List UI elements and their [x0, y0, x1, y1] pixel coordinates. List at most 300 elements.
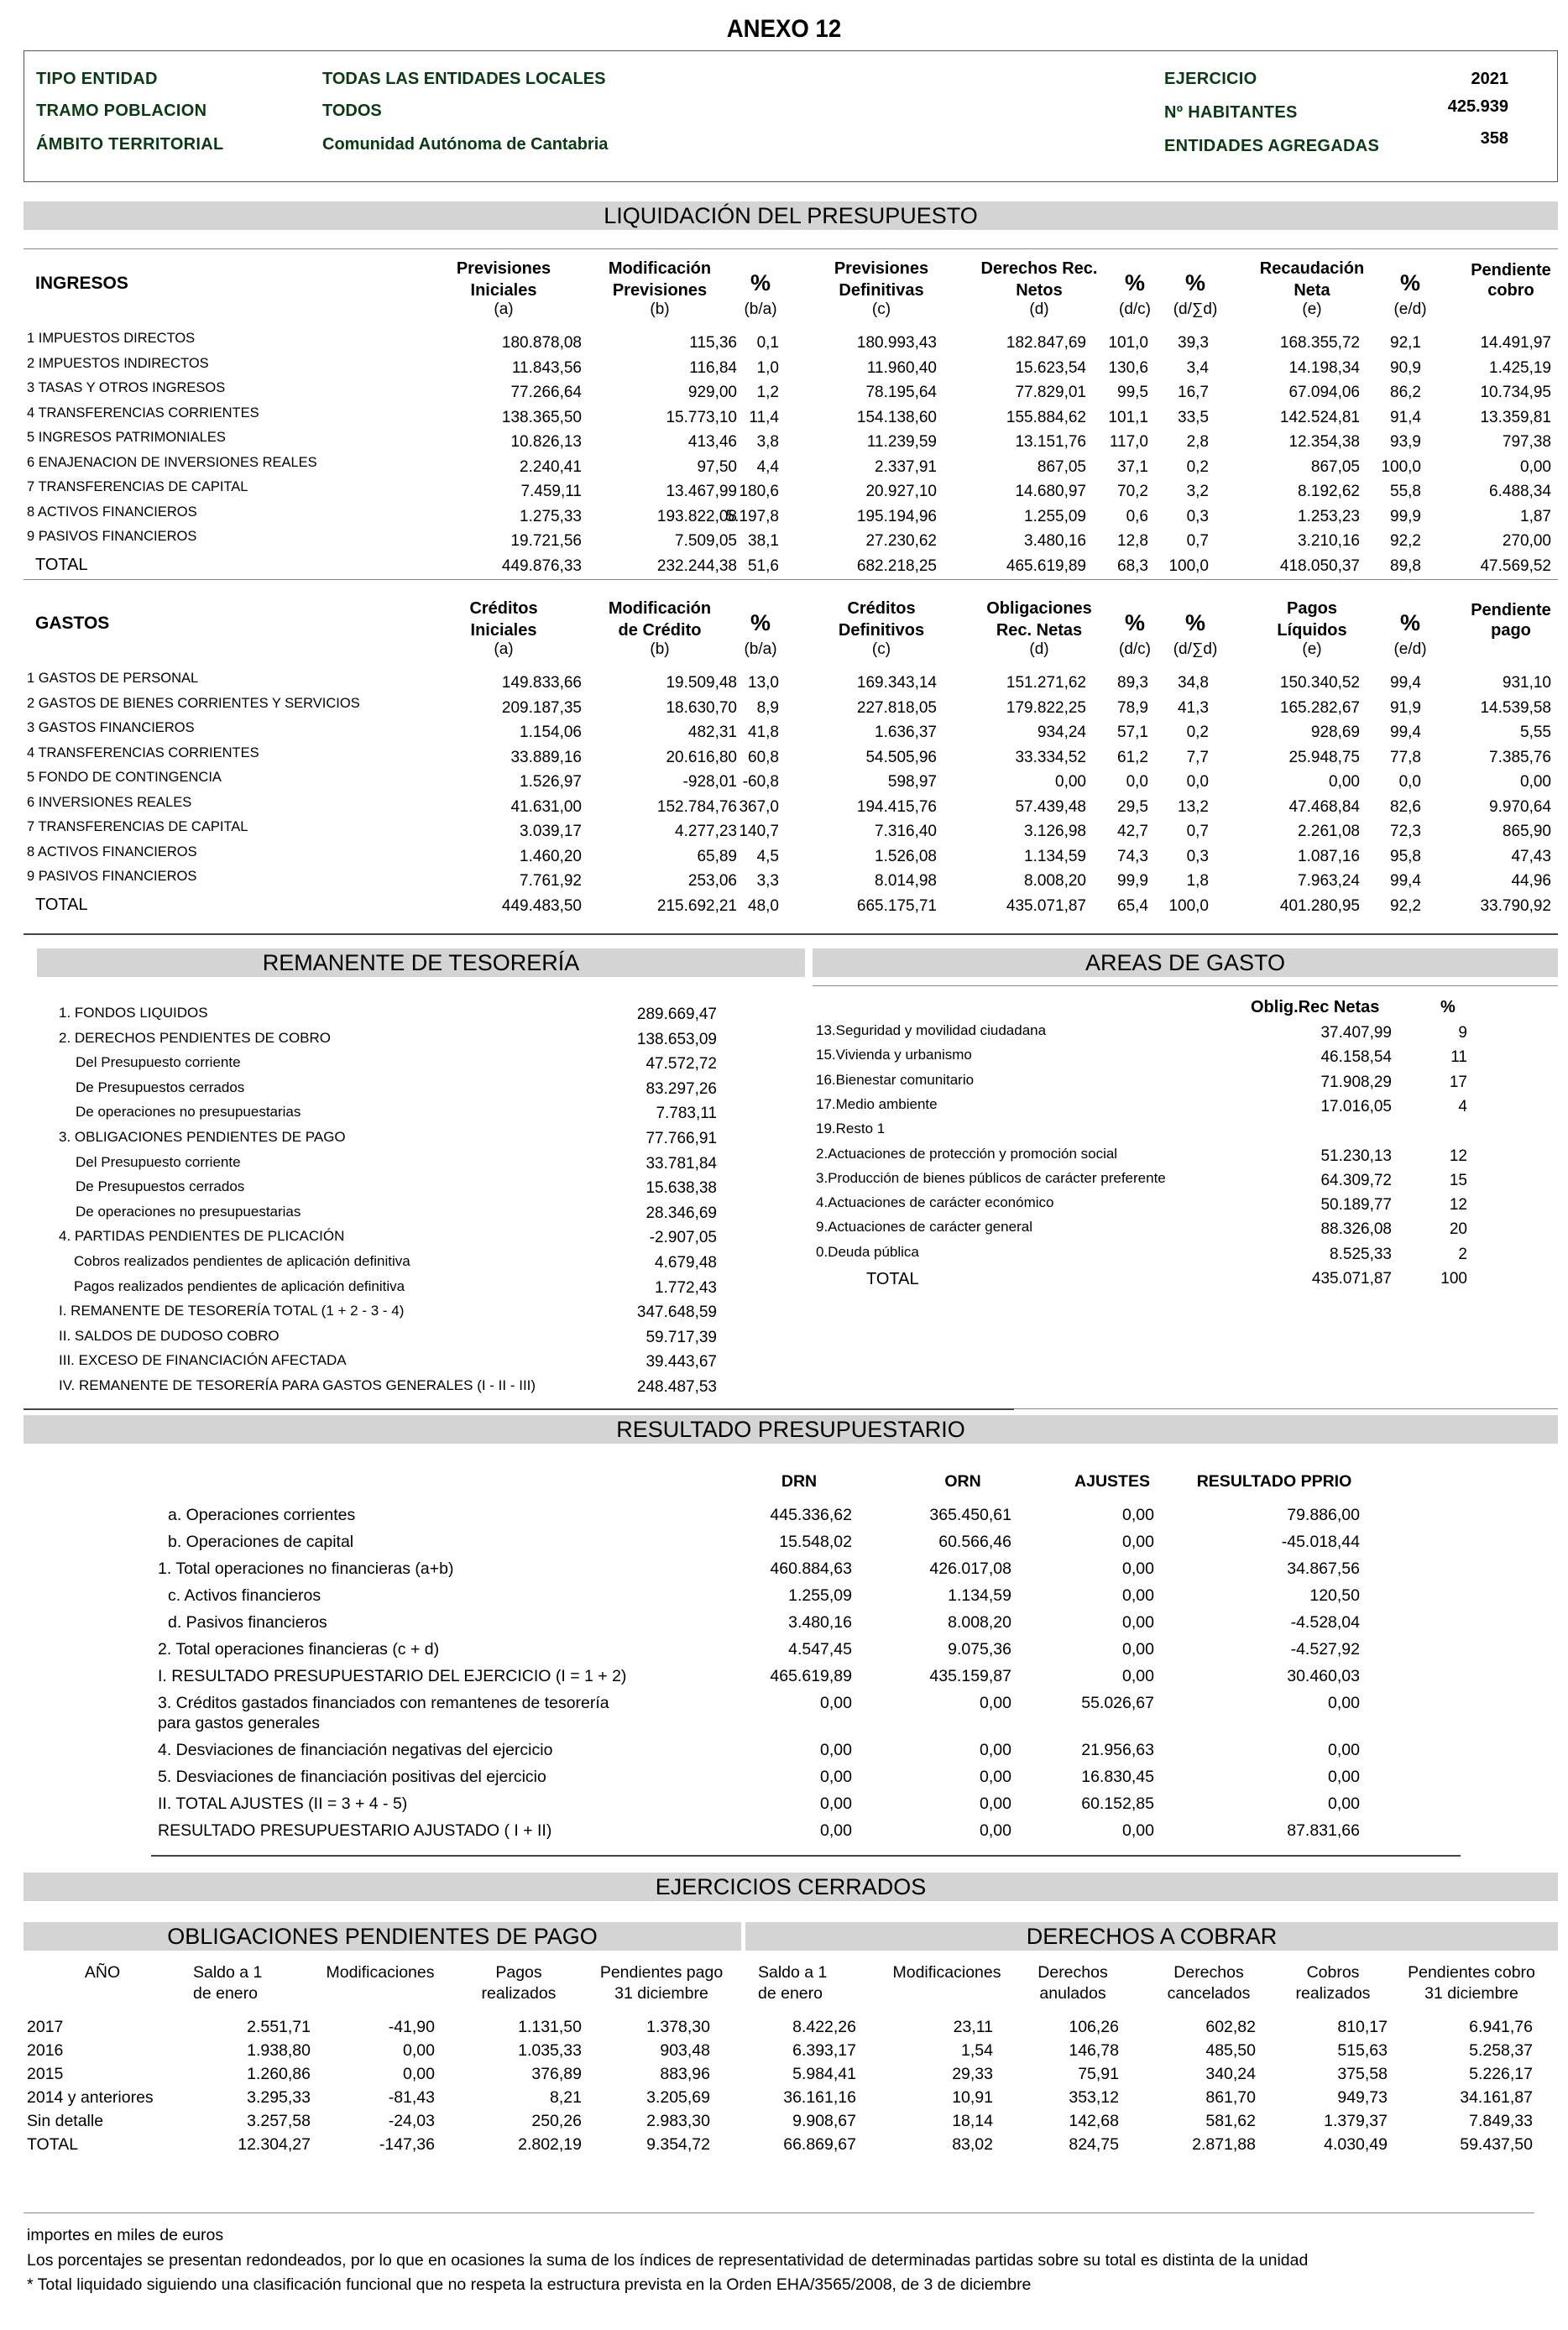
table-cell: 25.948,75 — [1288, 748, 1360, 766]
table-cell: 99,4 — [1390, 872, 1421, 890]
table-cell: 0,0 — [1126, 773, 1148, 791]
column-header: Previsiones — [834, 259, 929, 278]
cerrados-col-header: Derechos — [1037, 1963, 1108, 1982]
areas-col-pct: % — [1440, 998, 1456, 1016]
remanente-row-name: De Presupuestos cerrados — [76, 1079, 245, 1095]
total-cell: 435.071,87 — [1006, 896, 1086, 915]
table-cell: 11,4 — [749, 408, 779, 426]
table-cell: 20.616,80 — [666, 748, 737, 766]
tipo-entidad-value: TODAS LAS ENTIDADES LOCALES — [322, 70, 606, 88]
cerrados-cell: 3.205,69 — [646, 2088, 710, 2107]
table-cell: 3.480,16 — [1024, 532, 1086, 550]
column-header: Recaudación — [1259, 259, 1365, 278]
row-name: 8 ACTIVOS FINANCIEROS — [27, 844, 197, 859]
column-header: Créditos — [847, 599, 916, 618]
resultado-cell: 0,00 — [820, 1694, 852, 1712]
row-name: 9 PASIVOS FINANCIEROS — [27, 529, 197, 544]
divider — [24, 2212, 1534, 2213]
table-cell: 11.239,59 — [866, 433, 937, 451]
column-header: Previsiones — [456, 259, 551, 278]
areas-row-value: 37.407,99 — [1320, 1024, 1392, 1042]
areas-row-value: 71.908,29 — [1320, 1073, 1392, 1091]
resultado-cell: 426.017,08 — [929, 1559, 1011, 1578]
column-header-formula: (d/c) — [1119, 640, 1151, 658]
table-cell: 77.266,64 — [510, 384, 582, 401]
resultado-cell: 0,00 — [1328, 1694, 1360, 1712]
cerrados-cell: 29,33 — [952, 2065, 993, 2083]
areas-row-pct: 17 — [1449, 1073, 1467, 1091]
cerrados-cell: 824,75 — [1069, 2135, 1119, 2154]
cerrados-cell: 3.257,58 — [247, 2112, 311, 2130]
resultado-cell: 4.547,45 — [788, 1640, 852, 1659]
remanente-row-value: 83.297,26 — [645, 1079, 717, 1098]
table-cell: 47.468,84 — [1288, 797, 1360, 816]
areas-row-pct: 15 — [1449, 1171, 1467, 1189]
resultado-cell: 0,00 — [1328, 1768, 1360, 1786]
resultado-row-name: 5. Desviaciones de financiación positivas del ejercicio — [158, 1768, 546, 1786]
table-cell: 86,2 — [1390, 384, 1421, 401]
cerrados-col-header: cancelados — [1167, 1984, 1251, 2003]
table-cell: 8,9 — [756, 698, 779, 717]
table-cell: 168.355,72 — [1279, 334, 1360, 352]
table-cell: 0,6 — [1126, 507, 1148, 525]
resultado-row-name: RESULTADO PRESUPUESTARIO AJUSTADO ( I + II) — [158, 1821, 552, 1840]
note-functional: * Total liquidado siguiendo una clasificación funcional que no respeta la estructura prevista en la Orden EHA/3565/2008, de 3 de diciembre — [27, 2275, 1032, 2294]
row-name: 8 ACTIVOS FINANCIEROS — [27, 504, 197, 520]
resultado-cell: 0,00 — [980, 1694, 1011, 1712]
note-rounding: Los porcentajes se presentan redondeados, por lo que en ocasiones la suma de los índices de representatividad de determinadas partidas sobre su total es distinta de la unidad — [27, 2251, 1309, 2270]
table-cell: 6.488,34 — [1489, 483, 1551, 500]
areas-row-value: 51.230,13 — [1320, 1147, 1392, 1165]
total-cell: 449.876,33 — [501, 556, 582, 575]
table-cell: 154.138,60 — [856, 408, 937, 426]
resultado-cell: 0,00 — [820, 1741, 852, 1759]
resultado-cell: 435.159,87 — [929, 1667, 1011, 1685]
cerrados-cell: 10,91 — [952, 2088, 993, 2107]
table-cell: 2.261,08 — [1298, 823, 1360, 840]
resultado-cell: 0,00 — [980, 1741, 1011, 1759]
remanente-row-name: De Presupuestos cerrados — [76, 1178, 245, 1195]
resultado-cell: 460.884,63 — [770, 1559, 852, 1578]
cerrados-cell: 4.030,49 — [1324, 2135, 1388, 2154]
table-cell: 5.197,8 — [725, 507, 779, 525]
cerrados-col-header: anulados — [1039, 1984, 1106, 2003]
table-cell: 100,0 — [1381, 457, 1421, 476]
remanente-row-name: Del Presupuesto corriente — [76, 1054, 241, 1071]
row-name: 5 INGRESOS PATRIMONIALES — [27, 430, 226, 445]
cerrados-row-year: 2017 — [27, 2018, 64, 2036]
column-header: Netos — [1016, 281, 1063, 300]
table-cell: 0,7 — [1186, 532, 1209, 550]
remanente-row-name: I. REMANENTE DE TESORERÍA TOTAL (1 + 2 - 3 - 4) — [59, 1303, 405, 1319]
resultado-cell: 60.152,85 — [1081, 1795, 1154, 1813]
table-cell: 12.354,38 — [1288, 433, 1360, 451]
row-name: 2 IMPUESTOS INDIRECTOS — [27, 355, 209, 371]
resultado-row-name: I. RESULTADO PRESUPUESTARIO DEL EJERCICIO (I = 1 + 2) — [158, 1667, 627, 1685]
table-cell: 7.761,92 — [520, 872, 582, 890]
table-cell: 16,7 — [1178, 384, 1209, 401]
table-cell: 13.467,99 — [666, 483, 737, 500]
total-label: TOTAL — [35, 555, 88, 574]
resultado-table — [151, 1460, 1461, 1855]
table-cell: 14.680,97 — [1015, 483, 1086, 500]
resultado-cell: 0,00 — [980, 1821, 1011, 1840]
cerrados-col-header: Modificaciones — [326, 1963, 435, 1982]
cerrados-cell: 515,63 — [1337, 2041, 1388, 2060]
areas-row-pct: 4 — [1458, 1097, 1467, 1115]
cerrados-cell: 106,26 — [1069, 2018, 1119, 2036]
gastos-table — [24, 592, 1558, 927]
cerrados-cell: 250,26 — [531, 2112, 582, 2130]
header-pct: % — [1184, 610, 1205, 635]
table-cell: 54.505,96 — [865, 748, 937, 766]
table-cell: 77.829,01 — [1015, 384, 1086, 401]
table-cell: 13,0 — [748, 674, 779, 692]
table-cell: 8.014,98 — [875, 872, 937, 890]
table-cell: 180,6 — [739, 483, 779, 500]
cerrados-cell: 66.869,67 — [783, 2135, 856, 2154]
table-cell: 97,50 — [697, 457, 737, 476]
note-units: importes en miles de euros — [27, 2226, 224, 2244]
table-cell: 78,9 — [1117, 698, 1148, 717]
column-header-formula: (b/a) — [744, 300, 777, 318]
areas-row-name: 3.Producción de bienes públicos de carácter preferente — [816, 1169, 1166, 1186]
total-cell: 33.790,92 — [1480, 896, 1551, 915]
cerrados-cell: -147,36 — [379, 2135, 435, 2154]
column-header: cobro — [1487, 281, 1534, 300]
cerrados-cell: 1.379,37 — [1324, 2112, 1388, 2130]
table-cell: 934,24 — [1037, 724, 1086, 741]
total-cell: 51,6 — [748, 556, 779, 575]
cerrados-cell: 883,96 — [660, 2065, 710, 2083]
table-cell: 67.094,06 — [1288, 384, 1360, 401]
table-cell: 57.439,48 — [1015, 797, 1086, 816]
cerrados-row-year: 2014 y anteriores — [27, 2088, 154, 2107]
column-header-formula: (c) — [871, 640, 891, 658]
table-cell: 12,8 — [1117, 532, 1148, 550]
cerrados-col-header: AÑO — [84, 1963, 121, 1982]
table-cell: 33.889,16 — [510, 748, 582, 766]
table-cell: 90,9 — [1390, 358, 1421, 377]
cerrados-cell: 23,11 — [953, 2018, 993, 2036]
table-cell: 42,7 — [1117, 823, 1148, 840]
table-cell: 3,8 — [756, 433, 779, 451]
resultado-cell: 0,00 — [1122, 1559, 1154, 1578]
cerrados-col-header: realizados — [481, 1984, 557, 2003]
table-cell: 14.491,97 — [1480, 334, 1551, 352]
column-header-formula: (c) — [871, 300, 891, 318]
resultado-row-name-cont: para gastos generales — [158, 1714, 320, 1732]
cerrados-cell: 2.802,19 — [518, 2135, 582, 2154]
obligaciones-title: OBLIGACIONES PENDIENTES DE PAGO — [24, 1922, 741, 1951]
total-label: TOTAL — [35, 895, 88, 914]
table-cell: 0,2 — [1186, 457, 1209, 476]
table-cell: 142.524,81 — [1279, 408, 1360, 426]
table-cell: 7.316,40 — [875, 823, 937, 840]
row-name: 9 PASIVOS FINANCIEROS — [27, 869, 197, 884]
resultado-cell: 55.026,67 — [1081, 1694, 1154, 1712]
resultado-row-name: b. Operaciones de capital — [168, 1533, 354, 1551]
table-cell: 5,55 — [1520, 724, 1551, 741]
table-cell: 3,4 — [1186, 358, 1209, 377]
table-cell: 367,0 — [739, 797, 779, 816]
cerrados-cell: 75,91 — [1078, 2065, 1119, 2083]
table-cell: 15.623,54 — [1015, 358, 1086, 377]
column-header-formula: (d/c) — [1119, 300, 1151, 318]
resultado-cell: 0,00 — [1328, 1741, 1360, 1759]
remanente-row-name: IV. REMANENTE DE TESORERÍA PARA GASTOS GENERALES (I - II - III) — [59, 1377, 536, 1393]
cerrados-cell: 0,00 — [403, 2065, 435, 2083]
remanente-row-value: 47.572,72 — [645, 1055, 717, 1074]
resultado-cell: 0,00 — [1122, 1821, 1154, 1840]
table-cell: 7.963,24 — [1298, 872, 1360, 890]
table-cell: 101,0 — [1108, 334, 1148, 352]
table-cell: 928,69 — [1310, 724, 1360, 741]
total-cell: 48,0 — [748, 896, 779, 915]
table-cell: 7.459,11 — [520, 483, 582, 500]
column-header-formula: (b/a) — [744, 640, 777, 658]
table-cell: 0,00 — [1520, 457, 1551, 476]
cerrados-cell: 36.161,16 — [783, 2088, 856, 2107]
cerrados-cell: 0,00 — [403, 2041, 435, 2060]
table-cell: 10.734,95 — [1480, 384, 1551, 401]
resultado-cell: 0,00 — [980, 1795, 1011, 1813]
table-cell: 1.460,20 — [520, 847, 582, 865]
table-cell: 60,8 — [748, 748, 779, 766]
cerrados-cell: 581,62 — [1205, 2112, 1256, 2130]
table-cell: 149.833,66 — [501, 674, 582, 692]
tramo-value: TODOS — [322, 102, 382, 120]
table-cell: 1.526,08 — [875, 847, 937, 865]
cerrados-cell: 6.941,76 — [1469, 2018, 1533, 2036]
areas-row-pct: 9 — [1458, 1024, 1467, 1042]
column-header: pago — [1491, 621, 1531, 640]
cerrados-cell: 375,58 — [1337, 2065, 1388, 2083]
table-cell: 37,1 — [1117, 457, 1148, 476]
areas-row-value: 50.189,77 — [1320, 1196, 1392, 1215]
table-cell: 1.134,59 — [1024, 847, 1086, 865]
remanente-row-value: 1.772,43 — [655, 1278, 717, 1297]
cerrados-row-year: 2016 — [27, 2041, 64, 2060]
table-cell: 34,8 — [1178, 674, 1209, 692]
total-cell: 68,3 — [1117, 556, 1148, 575]
areas-row-name: 9.Actuaciones de carácter general — [816, 1219, 1032, 1236]
table-cell: 39,3 — [1178, 334, 1209, 352]
total-cell: 449.483,50 — [501, 896, 582, 915]
table-cell: 1,2 — [756, 384, 779, 401]
cerrados-cell: 2.871,88 — [1192, 2135, 1256, 2154]
header-pct: % — [1399, 610, 1420, 635]
table-cell: 14.198,34 — [1288, 358, 1360, 377]
column-header: Modificación — [608, 259, 712, 278]
cerrados-cell: 142,68 — [1069, 2112, 1119, 2130]
header-pct: % — [1184, 270, 1205, 295]
cerrados-cell: 903,48 — [660, 2041, 710, 2060]
resultado-cell: 21.956,63 — [1081, 1741, 1154, 1759]
remanente-row-value: 15.638,38 — [645, 1179, 717, 1198]
resultado-cell: 120,50 — [1309, 1586, 1360, 1605]
cerrados-col-header: 31 diciembre — [1424, 1984, 1518, 2003]
table-cell: 8.192,62 — [1298, 483, 1360, 500]
cerrados-cell: 376,89 — [531, 2065, 582, 2083]
table-cell: 78.195,64 — [865, 384, 937, 401]
cerrados-cell: 7.849,33 — [1469, 2112, 1533, 2130]
total-cell: 47.569,52 — [1480, 556, 1551, 575]
resultado-cell: 0,00 — [1122, 1533, 1154, 1551]
areas-row-name: 16.Bienestar comunitario — [816, 1071, 975, 1088]
table-cell: 116,84 — [689, 358, 737, 377]
areas-row-pct: 2 — [1458, 1245, 1467, 1263]
remanente-row-name: 1. FONDOS LIQUIDOS — [59, 1005, 208, 1021]
table-cell: 92,1 — [1390, 334, 1421, 352]
row-name: 1 GASTOS DE PERSONAL — [27, 671, 199, 686]
column-header-formula: (a) — [494, 640, 514, 658]
remanente-row-value: 138.653,09 — [636, 1030, 717, 1048]
table-cell: 151.271,62 — [1006, 674, 1086, 692]
column-header-formula: (a) — [494, 300, 514, 318]
table-cell: 4,4 — [756, 457, 779, 476]
resultado-row-name: II. TOTAL AJUSTES (II = 3 + 4 - 5) — [158, 1795, 408, 1813]
remanente-row-value: 28.346,69 — [645, 1204, 717, 1222]
table-cell: 2,8 — [1186, 433, 1209, 451]
table-cell: 1,8 — [1186, 872, 1209, 890]
table-cell: 3.126,98 — [1024, 823, 1086, 840]
table-cell: 931,10 — [1502, 674, 1551, 692]
total-cell: 418.050,37 — [1279, 556, 1360, 575]
cerrados-col-header: de enero — [193, 1984, 258, 2003]
resultado-cell: -45.018,44 — [1281, 1533, 1360, 1551]
table-cell: 7.385,76 — [1489, 748, 1551, 766]
table-cell: 44,96 — [1511, 872, 1551, 890]
row-name: 1 IMPUESTOS DIRECTOS — [27, 331, 196, 346]
table-cell: 10.826,13 — [510, 433, 582, 451]
column-header-formula: (b) — [650, 640, 670, 658]
table-cell: 99,4 — [1390, 674, 1421, 692]
cerrados-cell: 18,14 — [952, 2112, 993, 2130]
table-cell: 47,43 — [1511, 847, 1551, 865]
tipo-entidad-label: TIPO ENTIDAD — [36, 70, 158, 88]
table-cell: 99,9 — [1390, 507, 1421, 525]
areas-row-value: 64.309,72 — [1320, 1171, 1392, 1189]
total-cell: 92,2 — [1390, 896, 1421, 915]
resultado-row-name: a. Operaciones corrientes — [168, 1506, 356, 1524]
areas-total-label: TOTAL — [866, 1270, 919, 1288]
ambito-label: ÁMBITO TERRITORIAL — [36, 135, 224, 154]
divider — [24, 248, 1558, 249]
table-cell: 0,0 — [1398, 773, 1421, 791]
habitantes-label: Nº HABITANTES — [1164, 103, 1298, 122]
table-cell: 0,3 — [1186, 847, 1209, 865]
column-header-formula: (d) — [1029, 300, 1049, 318]
liquidacion-title: LIQUIDACIÓN DEL PRESUPUESTO — [24, 201, 1558, 230]
column-header: Derechos Rec. — [980, 259, 1098, 278]
table-cell: 0,1 — [756, 334, 779, 352]
resultado-row-name: d. Pasivos financieros — [168, 1613, 327, 1632]
resultado-row-name: c. Activos financieros — [168, 1586, 321, 1605]
areas-col-oblig: Oblig.Rec Netas — [1251, 998, 1380, 1016]
remanente-row-name: 2. DERECHOS PENDIENTES DE COBRO — [59, 1029, 332, 1046]
remanente-row-value: 33.781,84 — [645, 1154, 717, 1173]
total-cell: 65,4 — [1117, 896, 1148, 915]
resultado-cell: -4.528,04 — [1290, 1613, 1360, 1632]
table-cell: 209.187,35 — [501, 698, 582, 717]
cerrados-cell: 353,12 — [1069, 2088, 1119, 2107]
table-cell: 1.636,37 — [875, 724, 937, 741]
column-header: Rec. Netas — [996, 621, 1083, 640]
row-name: 4 TRANSFERENCIAS CORRIENTES — [27, 744, 259, 760]
resultado-row-name: 2. Total operaciones financieras (c + d) — [158, 1640, 440, 1659]
divider — [24, 1408, 1014, 1410]
ejercicio-label: EJERCICIO — [1164, 70, 1257, 88]
table-cell: 70,2 — [1117, 483, 1148, 500]
table-cell: 1.275,33 — [520, 507, 582, 525]
table-cell: 92,2 — [1390, 532, 1421, 550]
resultado-cell: 87.831,66 — [1287, 1821, 1360, 1840]
column-header-formula: (e) — [1302, 300, 1322, 318]
row-name: 4 TRANSFERENCIAS CORRIENTES — [27, 405, 259, 421]
cerrados-cell: 9.354,72 — [646, 2135, 710, 2154]
resultado-row-name: 1. Total operaciones no financieras (a+b) — [158, 1559, 454, 1578]
table-cell: 1.253,23 — [1298, 507, 1360, 525]
table-cell: -928,01 — [682, 773, 737, 791]
remanente-row-value: 7.783,11 — [656, 1105, 717, 1123]
cerrados-cell: 1.260,86 — [247, 2065, 311, 2083]
table-cell: 193.822,08 — [656, 507, 737, 525]
remanente-row-value: 39.443,67 — [645, 1353, 717, 1371]
table-cell: 101,1 — [1108, 408, 1148, 426]
resultado-col-header: DRN — [781, 1472, 818, 1491]
cerrados-cell: 2.983,30 — [646, 2112, 710, 2130]
resultado-cell: 3.480,16 — [788, 1613, 852, 1632]
table-cell: 9.970,64 — [1489, 797, 1551, 816]
areas-row-pct: 12 — [1449, 1147, 1467, 1165]
ingresos-label: INGRESOS — [35, 274, 128, 293]
resultado-cell: 0,00 — [1122, 1506, 1154, 1524]
table-cell: 1.087,16 — [1298, 847, 1360, 865]
table-cell: 19.721,56 — [510, 532, 582, 550]
cerrados-cell: -41,90 — [388, 2018, 435, 2036]
cerrados-cell: -24,03 — [388, 2112, 435, 2130]
table-cell: 89,3 — [1117, 674, 1148, 692]
table-cell: 11.960,40 — [866, 358, 937, 377]
areas-row-name: 4.Actuaciones de carácter económico — [816, 1194, 1054, 1211]
cerrados-cell: 83,02 — [952, 2135, 993, 2154]
areas-row-name: 15.Vivienda y urbanismo — [816, 1047, 972, 1063]
resultado-cell: 1.255,09 — [788, 1586, 852, 1605]
entity-header — [24, 50, 1558, 182]
table-cell: 0,00 — [1520, 773, 1551, 791]
table-cell: 152.784,76 — [656, 797, 737, 816]
table-cell: 867,05 — [1037, 457, 1086, 476]
table-cell: 1.255,09 — [1024, 507, 1086, 525]
cerrados-cell: 6.393,17 — [792, 2041, 856, 2060]
table-cell: 2.240,41 — [520, 457, 582, 476]
column-header-formula: (e) — [1302, 640, 1322, 658]
table-cell: 13,2 — [1178, 797, 1209, 816]
resultado-cell: 0,00 — [1122, 1640, 1154, 1659]
column-header: Iniciales — [470, 621, 537, 640]
table-cell: 1,0 — [756, 358, 779, 377]
cerrados-row-year: Sin detalle — [27, 2112, 104, 2130]
resultado-cell: -4.527,92 — [1290, 1640, 1360, 1659]
column-header-formula: (d) — [1029, 640, 1049, 658]
table-cell: 1.526,97 — [520, 773, 582, 791]
table-cell: 130,6 — [1108, 358, 1148, 377]
cerrados-title: EJERCICIOS CERRADOS — [24, 1873, 1558, 1901]
areas-title: AREAS DE GASTO — [813, 948, 1558, 977]
cerrados-row-year: 2015 — [27, 2065, 64, 2083]
row-name: 3 GASTOS FINANCIEROS — [27, 720, 195, 735]
